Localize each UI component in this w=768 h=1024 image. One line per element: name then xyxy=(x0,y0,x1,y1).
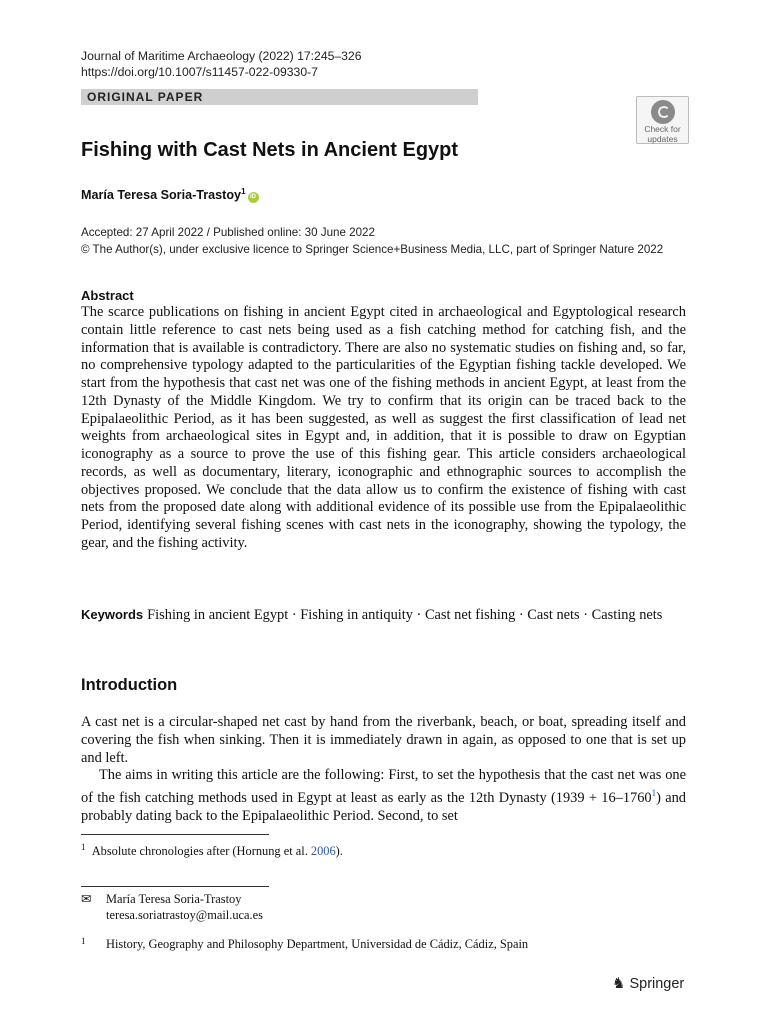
springer-logo xyxy=(612,974,684,992)
author-line xyxy=(81,187,259,203)
check-for-updates-badge[interactable] xyxy=(636,96,689,144)
journal-header xyxy=(81,48,361,80)
correspondence-email[interactable]: teresa.soriatrastoy@mail.uca.es xyxy=(106,907,263,922)
correspondence-block xyxy=(81,892,263,923)
keywords-text: Fishing in ancient Egypt · Fishing in antiquity · Cast net fishing · Cast nets · Casting nets xyxy=(147,607,663,623)
footnote-ref[interactable]: 1 xyxy=(651,788,657,798)
footnote-text-b: ). xyxy=(335,844,343,859)
intro-p2-text-b: ) and probably dating back to the Epipalaeolithic Period. Second, to set xyxy=(81,789,687,824)
affiliation xyxy=(81,936,528,952)
footnote-number: 1 xyxy=(81,842,86,852)
publication-info xyxy=(81,224,663,258)
correspondence-name: María Teresa Soria-Trastoy xyxy=(106,892,242,906)
copyright-line: © The Author(s), under exclusive licence to Springer Science+Business Media, LLC, part of Springer Nature 2022 xyxy=(81,243,664,256)
intro-p2-text-a: The aims in writing this article are the following: First, to set the hypothesis that the cast net was one of the fish catching methods used in Egypt at least as early as the 12th Dynasty (1939 + 16–1760 xyxy=(81,767,686,806)
publication-dates: Accepted: 27 April 2022 / Published online: 30 June 2022 xyxy=(81,226,375,239)
journal-citation: Journal of Maritime Archaeology (2022) 17:245–326 xyxy=(81,49,362,63)
author-name[interactable]: María Teresa Soria-Trastoy xyxy=(81,188,242,203)
badge-line1: Check for xyxy=(644,124,681,134)
intro-paragraph-2 xyxy=(81,767,686,825)
publisher-name: Springer xyxy=(629,976,685,992)
keywords-label: Keywords xyxy=(81,607,144,622)
keywords-line xyxy=(81,606,686,625)
doi-link[interactable]: https://doi.org/10.1007/s11457-022-09330-7 xyxy=(81,65,318,79)
footnote xyxy=(81,840,343,859)
springer-horse-icon: ♞ xyxy=(612,975,626,992)
badge-line2: updates xyxy=(647,134,678,144)
footnote-citation-link[interactable]: 2006 xyxy=(310,844,336,859)
correspondence-divider xyxy=(81,886,269,887)
section-label: ORIGINAL PAPER xyxy=(87,90,204,104)
intro-paragraph-1: A cast net is a circular-shaped net cast by hand from the riverbank, beach, or boat, spreading itself and covering the fish when sinking. Then it is immediately drawn in again, as opposed to one that is set up and left. xyxy=(81,714,686,766)
introduction-heading: Introduction xyxy=(81,676,178,694)
affiliation-text: History, Geography and Philosophy Department, Universidad de Cádiz, Cádiz, Spain xyxy=(106,937,529,951)
author-affiliation-mark: 1 xyxy=(241,187,246,196)
footnote-text-a: Absolute chronologies after (Hornung et al. xyxy=(91,844,311,859)
section-banner xyxy=(81,89,478,105)
abstract-heading: Abstract xyxy=(81,288,134,303)
article-title: Fishing with Cast Nets in Ancient Egypt xyxy=(81,139,459,161)
envelope-icon: ✉ xyxy=(81,892,92,906)
orcid-icon[interactable]: iD xyxy=(248,192,259,203)
affiliation-number: 1 xyxy=(81,936,86,946)
abstract-text: The scarce publications on fishing in ancient Egypt cited in archaeological and Egyptological research contain little reference to cast nets being used as a fish catching method for catching fish, and the information that is available is contradictory. There are also no systematic studies on fishing and, so far, no comprehensive typology adapted to the particularities of the Egyptian fishing tackle developed. We start from the hypothesis that cast net was one of the fishing methods in ancient Egypt, at least from the 12th Dynasty of the Middle Kingdom. We try to confirm that its origin can be traced back to the Epipalaeolithic Period, as it has been suggested, as well as suggest the first classification of lead net weights from archaeological sites in Egypt and, in addition, that it is possible to draw on Egyptian iconography as a source to prove the use of this fishing gear. This article considers archaeological records, as well as documentary, literary, iconographic and ethnographic sources to accomplish the objectives proposed. We conclude that the data allow us to confirm the existence of fishing with cast nets from the proposed date along with additional evidence of its possible use from the Epipalaeolithic Period, identifying several fishing scenes with cast nets in the iconography, showing the typology, the gear, and the fishing activity. xyxy=(81,304,686,551)
footnote-divider xyxy=(81,834,269,835)
update-icon xyxy=(651,100,675,124)
introduction-body xyxy=(81,714,686,825)
